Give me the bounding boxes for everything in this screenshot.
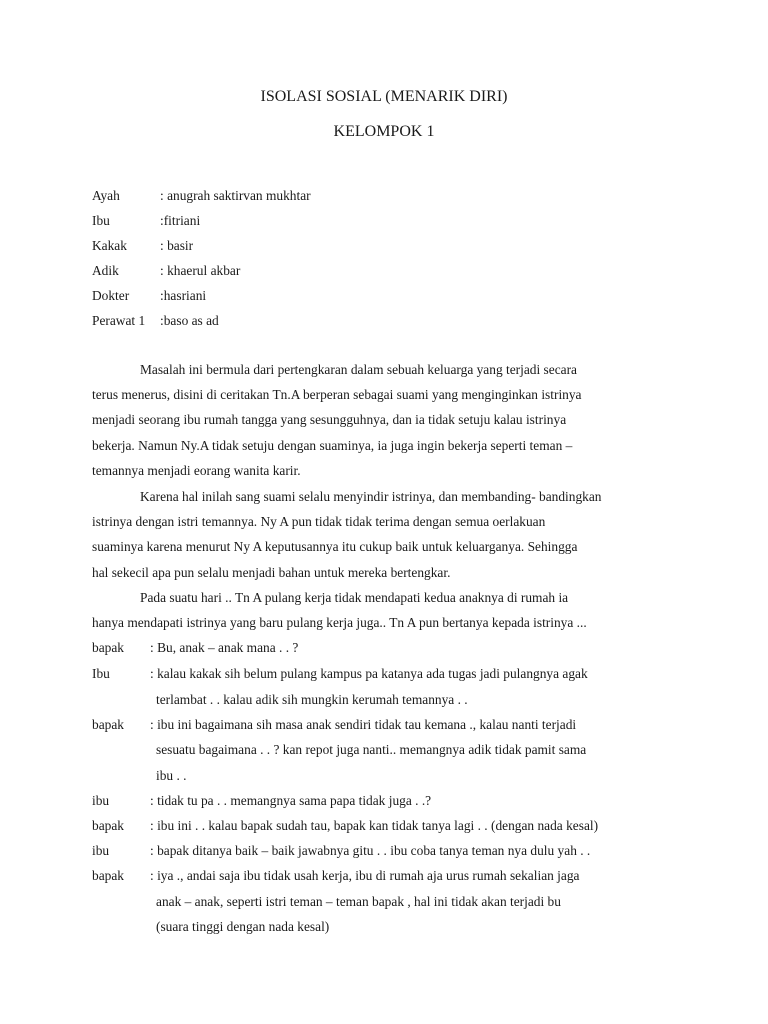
cast-name: :fitriani bbox=[160, 213, 201, 228]
cast-role: Perawat 1 bbox=[92, 313, 146, 328]
paragraph-line: terus menerus, disini di ceritakan Tn.A berperan sebagai suami yang menginginkan istrinya bbox=[92, 387, 582, 402]
dialogue-speaker: Ibu bbox=[92, 666, 110, 681]
dialogue-line: : ibu ini . . kalau bapak sudah tau, bapak kan tidak tanya lagi . . (dengan nada kesal) bbox=[150, 818, 599, 833]
dialogue-speaker: ibu bbox=[92, 793, 110, 808]
cast-name: : anugrah saktirvan mukhtar bbox=[160, 188, 311, 203]
cast-name: :baso as ad bbox=[160, 313, 219, 328]
dialogue-line: : bapak ditanya baik – baik jawabnya gitu . . ibu coba tanya teman nya dulu yah . . bbox=[150, 843, 591, 858]
dialogue-line: ibu . . bbox=[156, 768, 187, 783]
cast-role: Adik bbox=[92, 263, 119, 278]
group-heading: KELOMPOK 1 bbox=[333, 123, 435, 140]
paragraph-line: Karena hal inilah sang suami selalu menyindir istrinya, dan membanding- bandingkan bbox=[140, 489, 602, 504]
dialogue-line: : Bu, anak – anak mana . . ? bbox=[150, 640, 299, 655]
cast-name: : basir bbox=[160, 238, 194, 253]
paragraph-line: hanya mendapati istrinya yang baru pulang kerja juga.. Tn A pun bertanya kepada istrinya ... bbox=[92, 615, 587, 630]
dialogue-speaker: bapak bbox=[92, 868, 124, 883]
cast-role: Ibu bbox=[92, 213, 110, 228]
dialogue-line: (suara tinggi dengan nada kesal) bbox=[156, 919, 330, 934]
paragraph-line: istrinya dengan istri temannya. Ny A pun tidak tidak terima dengan semua oerlakuan bbox=[92, 514, 546, 529]
cast-role: Ayah bbox=[92, 188, 120, 203]
dialogue-speaker: bapak bbox=[92, 717, 124, 732]
paragraph-line: bekerja. Namun Ny.A tidak setuju dengan suaminya, ia juga ingin bekerja seperti teman – bbox=[92, 438, 573, 453]
paragraph-line: hal sekecil apa pun selalu menjadi bahan untuk mereka bertengkar. bbox=[92, 565, 451, 580]
dialogue-line: : kalau kakak sih belum pulang kampus pa katanya ada tugas jadi pulangnya agak bbox=[150, 666, 588, 681]
dialogue-line: : iya ., andai saja ibu tidak usah kerja, ibu di rumah aja urus rumah sekalian jaga bbox=[150, 868, 580, 883]
paragraph-line: Masalah ini bermula dari pertengkaran dalam sebuah keluarga yang terjadi secara bbox=[140, 362, 577, 377]
document-title: ISOLASI SOSIAL (MENARIK DIRI) bbox=[260, 88, 508, 105]
dialogue-speaker: bapak bbox=[92, 640, 124, 655]
dialogue-line: : tidak tu pa . . memangnya sama papa tidak juga . .? bbox=[150, 793, 432, 808]
dialogue-speaker: bapak bbox=[92, 818, 124, 833]
paragraph-line: Pada suatu hari .. Tn A pulang kerja tidak mendapati kedua anaknya di rumah ia bbox=[140, 590, 569, 605]
cast-role: Kakak bbox=[92, 238, 127, 253]
dialogue-speaker: ibu bbox=[92, 843, 110, 858]
paragraph-line: menjadi seorang ibu rumah tangga yang sesungguhnya, dan ia tidak setuju kalau istrinya bbox=[92, 412, 567, 427]
dialogue-line: : ibu ini bagaimana sih masa anak sendiri tidak tau kemana ., kalau nanti terjadi bbox=[150, 717, 577, 732]
dialogue-line: anak – anak, seperti istri teman – teman bapak , hal ini tidak akan terjadi bu bbox=[156, 894, 561, 909]
paragraph-line: suaminya karena menurut Ny A keputusannya itu cukup baik untuk keluarganya. Sehingga bbox=[92, 539, 578, 554]
cast-name: :hasriani bbox=[160, 288, 207, 303]
cast-role: Dokter bbox=[92, 288, 130, 303]
cast-name: : khaerul akbar bbox=[160, 263, 241, 278]
dialogue-line: terlambat . . kalau adik sih mungkin kerumah temannya . . bbox=[156, 692, 468, 707]
dialogue-line: sesuatu bagaimana . . ? kan repot juga nanti.. memangnya adik tidak pamit sama bbox=[156, 742, 587, 757]
paragraph-line: temannya menjadi eorang wanita karir. bbox=[92, 463, 301, 478]
